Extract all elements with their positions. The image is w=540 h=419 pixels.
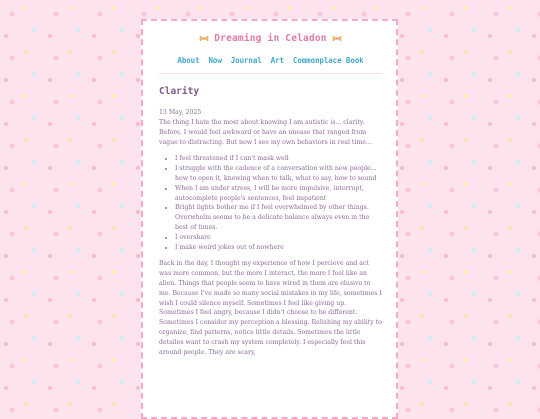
nav-link-art[interactable]: Art [270,56,284,65]
nav-link-now[interactable]: Now [208,56,222,65]
main-nav [159,56,382,74]
bow-icon [199,35,209,42]
post-body: Back in the day, I thought my experience of how I percieve and act was more common, but the more I interact, the more I feel like an alien. Things that people seem to have wired in them are elusive to me. Because I've made so many social mistakes in my life, sometimes I wish I could silence myself. Sometimes I feel like giving up. Sometimes I feel angry, because I didn't choose to be different. Sometimes I consider my perception a blessing. Relishing my ability to organize, find patterns, notice little details. Sometimes the little detailes want to crash my system completely. I especially feel this around people. They are scary, [159,260,382,356]
list-item: • When I am under stress, I will be more impulsive, interrupt, autocomplete people's sentences, feel impatient [175,184,382,204]
content-card [141,19,398,419]
post-bullet-list [159,154,382,252]
post-intro: The thing I hate the most about knowing I am autistic is... clarity. Before, I would feel awkward or have an unease that ranged from vague to distracting. But now I see my own behaviors in real time... [159,119,372,146]
list-item: • I overshare [175,233,382,243]
post-title: Clarity [159,86,200,97]
nav-link-journal[interactable]: Journal [230,56,262,65]
site-title[interactable] [159,33,382,44]
nav-link-about[interactable]: About [177,56,200,65]
post-date: 13 May, 2025 [159,109,202,116]
site-title-text: Dreaming in Celadon [214,33,327,44]
list-item: • Bright lights bother me if I feel overwhelmed by other things. Overwhelm seems to be a delicate balance always even in the best of times. [175,203,382,232]
list-item: • I feel threatened if I can't mask well [175,154,382,164]
bow-icon [332,35,342,42]
list-item: • I struggle with the cadence of a conversation with new people... how to open it, knowing when to talk, what to say, how to sound [175,164,382,184]
journal-post [159,86,382,357]
list-item: • I make weird jokes out of nowhere [175,243,382,253]
nav-link-commonplace-book[interactable]: Commonplace Book [292,56,364,65]
